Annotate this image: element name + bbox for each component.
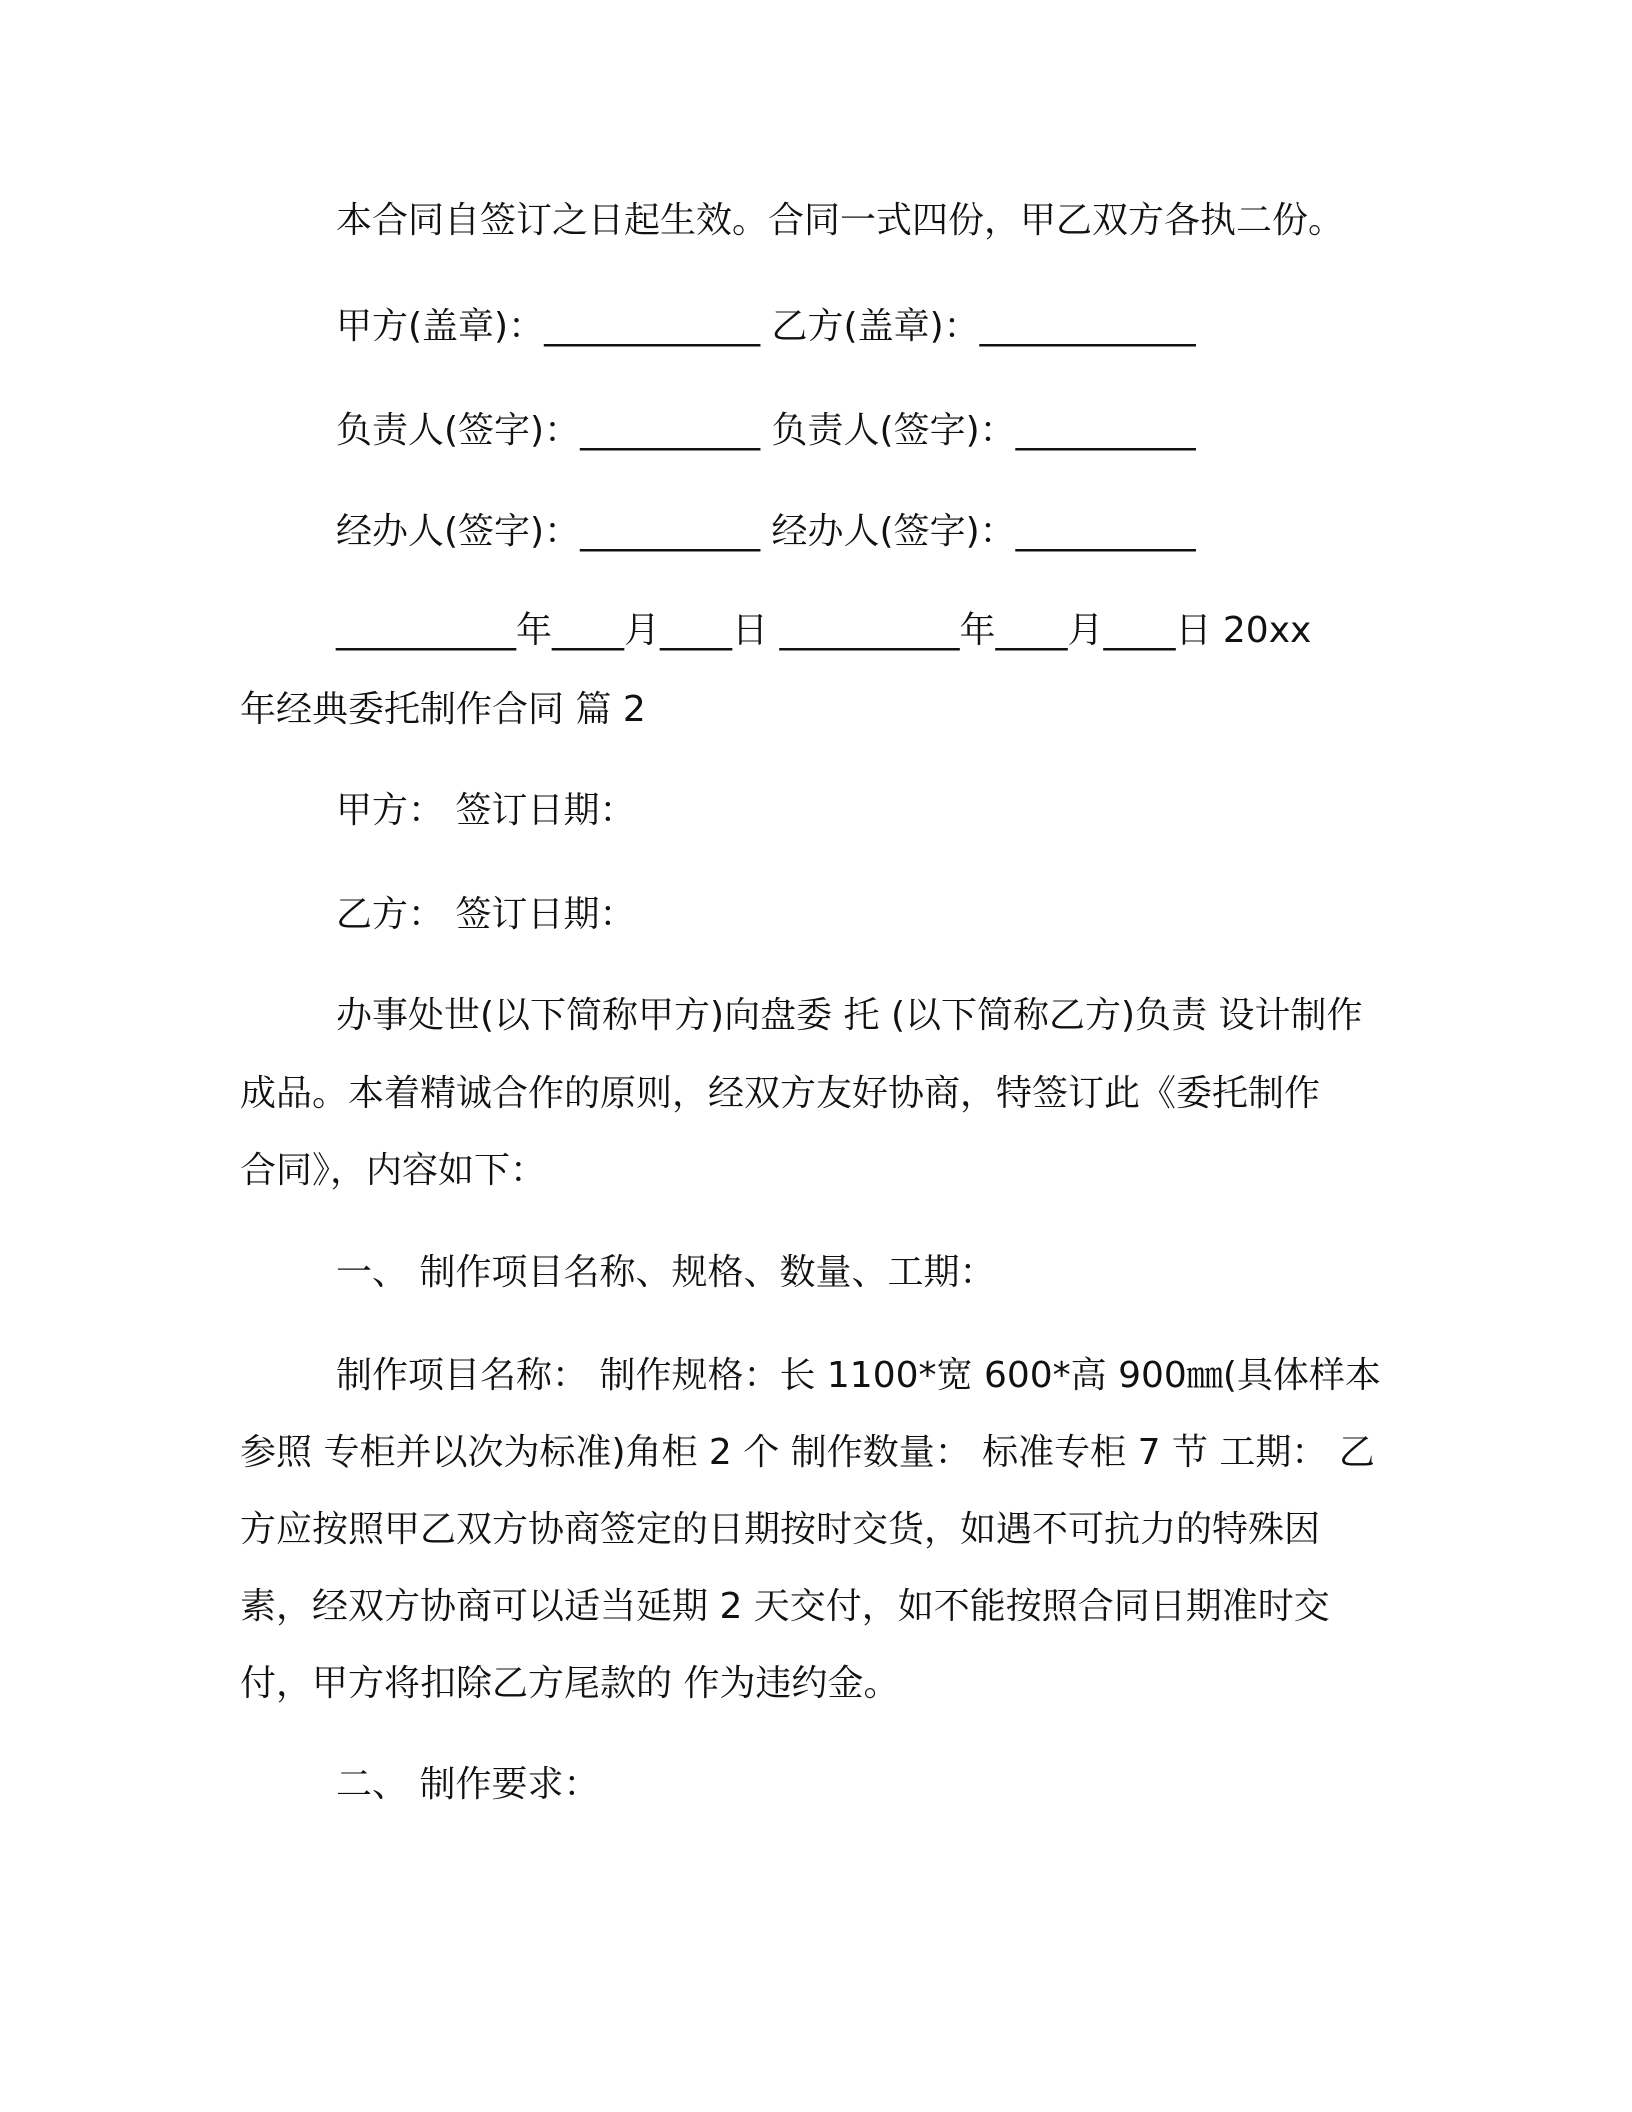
party-a-date: 甲方： 签订日期：: [336, 790, 636, 831]
project-paragraph-line-1: 制作项目名称： 制作规格：长 1100*宽 600*高 900㎜(具体样本: [336, 1355, 1381, 1396]
intro-paragraph-line-1: 办事处世(以下简称甲方)向盘委 托 (以下简称乙方)负责 设计制作: [336, 995, 1363, 1036]
project-paragraph-line-4: 素，经双方协商可以适当延期 2 天交付，如不能按照合同日期准时交: [240, 1586, 1330, 1627]
project-paragraph-line-2: 参照 专柜并以次为标准)角柜 2 个 制作数量： 标准专柜 7 节 工期： 乙: [240, 1432, 1375, 1473]
seal-line: 甲方(盖章)：____________ 乙方(盖章)：____________: [336, 306, 1196, 347]
handler-signature-line: 经办人(签字)：__________ 经办人(签字)：__________: [336, 511, 1196, 552]
responsible-signature-line: 负责人(签字)：__________ 负责人(签字)：__________: [336, 410, 1196, 451]
project-paragraph-line-3: 方应按照甲乙双方协商签定的日期按时交货，如遇不可抗力的特殊因: [240, 1509, 1321, 1550]
party-b-date: 乙方： 签订日期：: [336, 894, 636, 935]
project-paragraph-line-5: 付，甲方将扣除乙方尾款的 作为违约金。: [240, 1663, 900, 1704]
section-two-heading: 二、 制作要求：: [336, 1764, 600, 1805]
date-line: __________年____月____日 __________年____月____日 20xx: [336, 610, 1312, 651]
effective-clause: 本合同自签订之日起生效。合同一式四份，甲乙双方各执二份。: [336, 200, 1345, 241]
intro-paragraph-line-3: 合同》，内容如下：: [240, 1150, 547, 1191]
section-title-line: 年经典委托制作合同 篇 2: [240, 689, 646, 730]
section-one-heading: 一、 制作项目名称、规格、数量、工期：: [336, 1252, 996, 1293]
intro-paragraph-line-2: 成品。本着精诚合作的原则，经双方友好协商，特签订此《委托制作: [240, 1073, 1321, 1114]
